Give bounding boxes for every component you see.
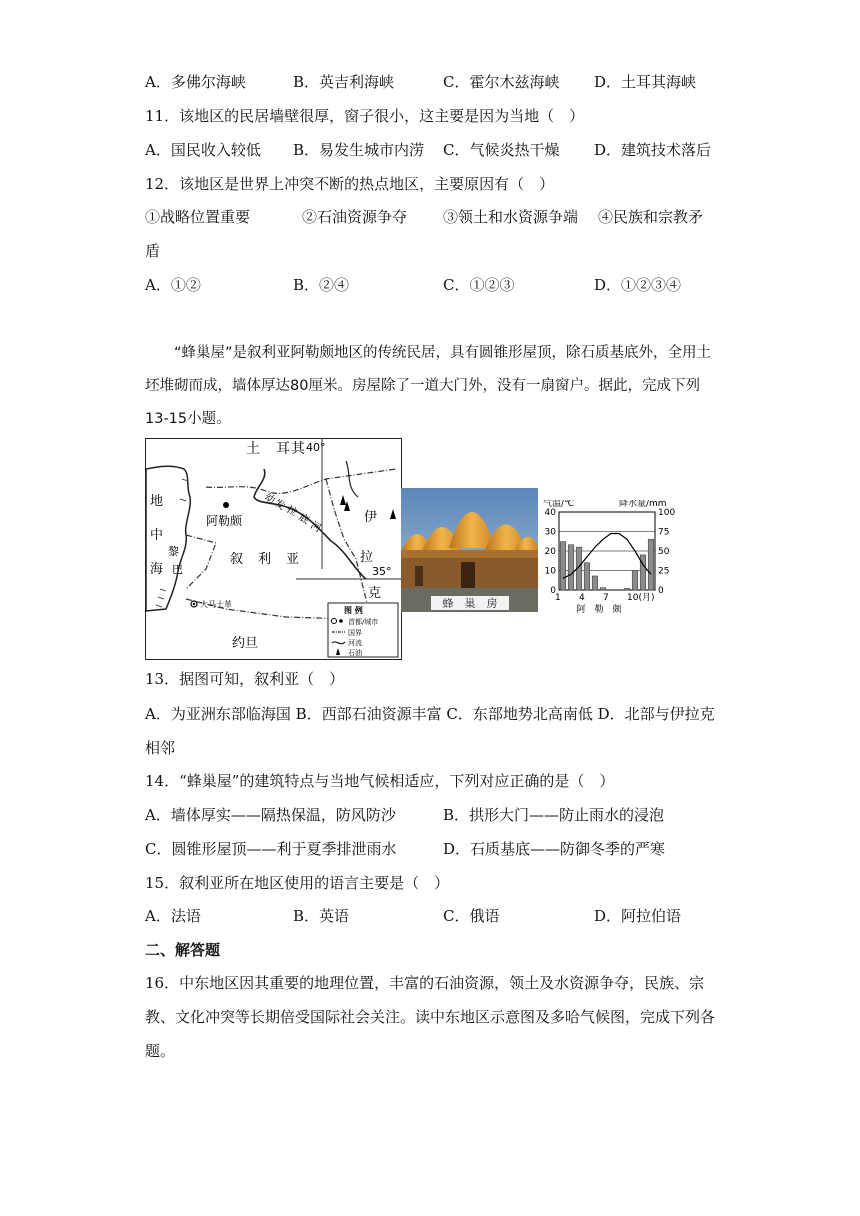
q14-option-a: A．墙体厚实——隔热保温，防风防沙 (145, 806, 396, 824)
legend-city-icon (339, 619, 343, 623)
label-damascus: 大马士革 (200, 600, 232, 609)
precip-bar (624, 588, 630, 590)
q12-option-b: B．②④ (293, 276, 350, 294)
precip-bar (600, 588, 606, 590)
left-tick-label: 10 (544, 566, 556, 577)
q12-option-d: D．①②③④ (594, 276, 682, 294)
label-lebanon-2: 巴 (172, 563, 183, 576)
label-qi: 其 (291, 441, 305, 457)
tigris-river (346, 461, 358, 497)
border-lebanon (186, 535, 216, 589)
q12-item-wrap: 盾 (145, 242, 161, 260)
q15-option-b: B．英语 (293, 907, 350, 925)
precip-bar (592, 576, 598, 590)
right-tick-label: 75 (658, 527, 670, 538)
x-tick-3: 7 (603, 593, 609, 603)
right-tick-label: 50 (658, 547, 670, 557)
q15-stem: 15．叙利亚所在地区使用的语言主要是（ ） (145, 874, 450, 892)
label-aleppo: 阿勒颇 (206, 514, 243, 528)
label-med-2: 中 (150, 528, 164, 543)
q11-stem: 11．该地区的民居墙壁很厚，窗子很小，这主要是因为当地（ ） (145, 107, 585, 125)
label-tu: 土 (246, 441, 260, 457)
temp-axis-label: 气温/℃ (543, 500, 575, 509)
label-syria-2: 利 (258, 552, 272, 567)
q12-stem: 12．该地区是世界上冲突不断的热点地区，主要原因有（ ） (145, 175, 555, 193)
climate-chart-svg (541, 500, 691, 620)
left-tick-label: 30 (544, 527, 556, 538)
legend-item-1: 首都/城市 (348, 618, 379, 626)
legend-capital-icon (332, 619, 337, 624)
x-tick-1: 1 (555, 593, 561, 603)
left-tick-label: 40 (544, 508, 556, 518)
q11-option-d: D．建筑技术落后 (594, 141, 712, 159)
label-lat40: 40° (306, 441, 326, 454)
precip-bar (632, 571, 638, 591)
q12-item-3: ③领土和水资源争端 (443, 208, 579, 226)
label-iraq-2: 拉 (360, 550, 374, 565)
precip-axis-label: 降水量/mm (619, 500, 667, 509)
climate-chart (541, 500, 691, 620)
label-lat35: 35° (372, 565, 392, 578)
map-svg (146, 439, 401, 659)
x-tick-2: 4 (579, 593, 585, 603)
q10-option-b: B．英吉利海峡 (293, 73, 395, 91)
precip-bar (560, 542, 566, 590)
q12-item-4: ④民族和宗教矛 (598, 208, 704, 226)
q12-option-c: C．①②③ (443, 276, 515, 294)
section-heading: 二、解答题 (145, 941, 221, 959)
place-label: 阿 勒 颇 (576, 605, 622, 615)
right-tick-label: 25 (658, 566, 670, 577)
label-lebanon-1: 黎 (168, 545, 179, 558)
left-tick-label: 0 (550, 586, 556, 596)
label-iraq-1: 伊 (364, 510, 378, 525)
legend-item-4: 石油 (348, 649, 362, 657)
passage-text: “蜂巢屋”是叙利亚阿勒颇地区的传统民居，具有圆锥形屋顶，除石质基底外，全用土坯堆砌而成，墙体厚达80厘米。房屋除了一道大门外，没有一扇窗户。据此，完成下列13-15小题。 (145, 345, 712, 427)
q12-item-1: ①战略位置重要 (145, 208, 251, 226)
label-river-3: 拉 (284, 504, 299, 519)
q14-option-d: D．石质基底——防御冬季的严寒 (443, 840, 666, 858)
precip-bar (568, 545, 574, 590)
q10-option-c: C．霍尔木兹海峡 (443, 73, 560, 91)
q11-option-a: A．国民收入较低 (145, 141, 261, 159)
oil-icon (340, 495, 346, 505)
label-river-5: 河 (308, 520, 323, 535)
border-turkey (206, 469, 396, 493)
right-tick-label: 100 (658, 508, 676, 518)
precip-bar (648, 539, 654, 590)
label-jordan: 约旦 (232, 636, 259, 651)
precip-bar (584, 563, 590, 590)
q13-stem: 13．据图可知，叙利亚（ ） (145, 670, 345, 688)
syria-map (145, 438, 402, 660)
q14-option-b: B．拱形大门——防止雨水的浸泡 (443, 806, 665, 824)
legend-item-3: 河流 (348, 639, 362, 647)
photo-caption: 蜂 巢 房 (442, 597, 498, 610)
q15-option-d: D．阿拉伯语 (594, 907, 682, 925)
q16-text: 16．中东地区因其重要的地理位置，丰富的石油资源，领土及水资源争夺，民族、宗教、文化冲突等长期倍受国际社会关注。读中东地区示意图及多哈气候图，完成下列各题。 (145, 974, 716, 1060)
legend-item-2: 国界 (348, 629, 362, 637)
damascus-icon-dot (193, 603, 195, 605)
q14-option-c: C．圆锥形屋顶——利于夏季排泄雨水 (145, 840, 397, 858)
label-river-1: 幼 (262, 492, 277, 507)
q14-stem: 14．“蜂巢屋”的建筑特点与当地气候相适应，下列对应正确的是（ ） (145, 772, 615, 790)
q11-option-c: C．气候炎热干燥 (443, 141, 560, 159)
oil-icon (390, 509, 396, 519)
photo-svg (401, 488, 538, 612)
q12-item-2: ②石油资源争夺 (302, 208, 408, 226)
q11-option-b: B．易发生城市内涝 (293, 141, 425, 159)
q13-options: A．为亚洲东部临海国 B．西部石油资源丰富 C．东部地势北高南低 D．北部与伊拉克 (145, 705, 715, 723)
label-syria-3: 亚 (286, 552, 300, 567)
label-river-2: 发 (272, 498, 287, 513)
label-iraq-3: 克 (368, 586, 382, 601)
aleppo-dot (223, 502, 229, 508)
q10-option-a: A．多佛尔海峡 (145, 73, 246, 91)
right-tick-label: 0 (658, 586, 664, 596)
legend-title: 图 例 (344, 606, 363, 615)
legend-box (328, 603, 398, 657)
label-med-3: 海 (150, 562, 164, 577)
q15-option-c: C．俄语 (443, 907, 500, 925)
beehive-house-photo (401, 488, 538, 612)
label-er: 耳 (276, 441, 290, 457)
q13-options-wrap: 相邻 (145, 739, 176, 757)
label-med-1: 地 (150, 494, 164, 509)
left-tick-label: 20 (544, 547, 556, 557)
q10-option-d: D．土耳其海峡 (594, 73, 697, 91)
border-iraq (326, 479, 368, 607)
label-river-4: 底 (296, 512, 311, 527)
q15-option-a: A．法语 (145, 907, 201, 925)
q12-option-a: A．①② (145, 276, 201, 294)
x-tick-4: 10(月) (627, 593, 655, 603)
label-syria-1: 叙 (230, 552, 244, 567)
